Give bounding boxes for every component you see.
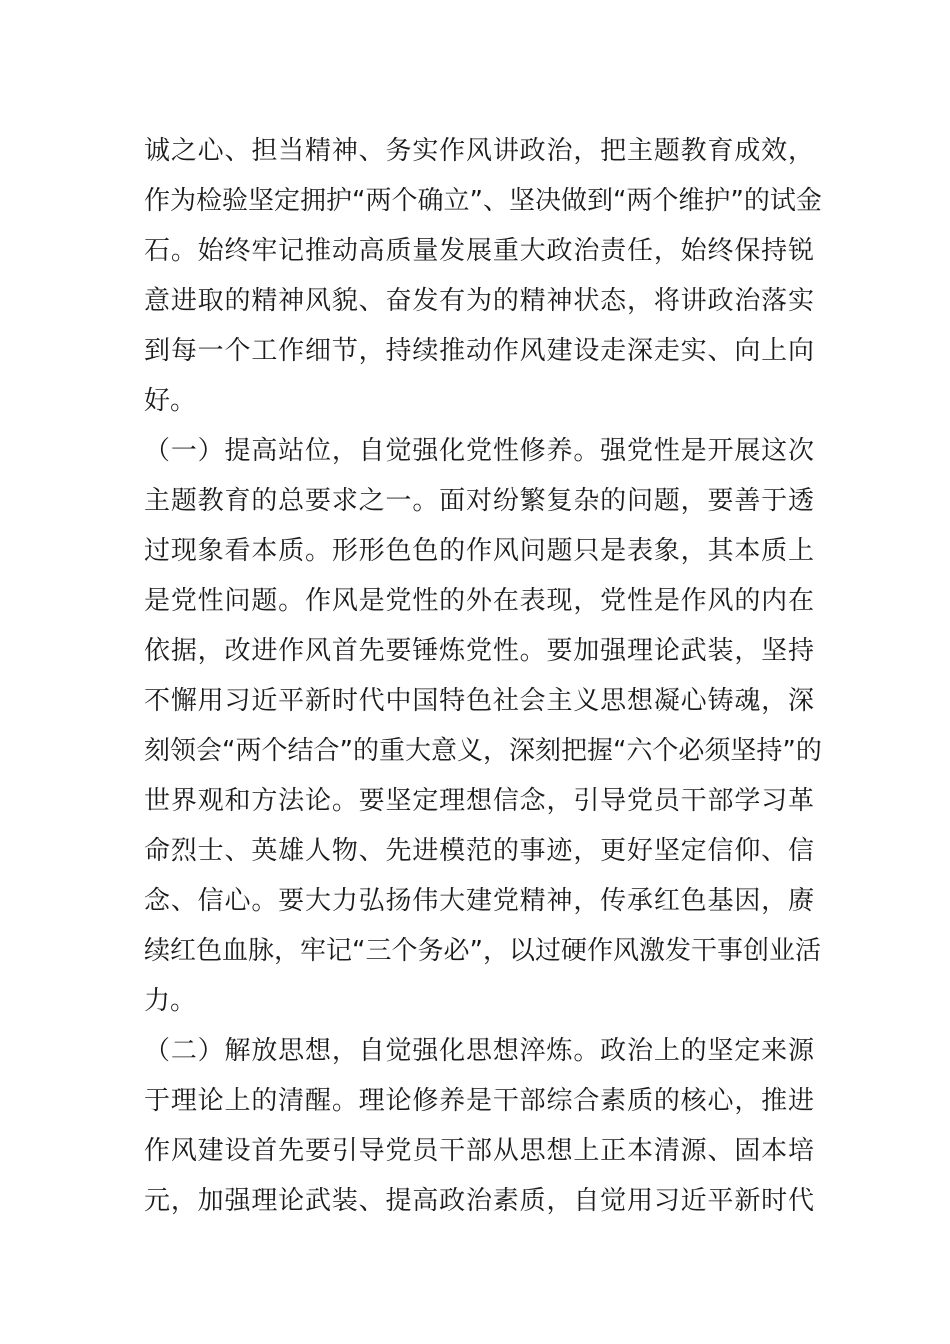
text-line: 刻领会“两个结合”的重大意义，深刻把握“六个必须坚持”的 xyxy=(144,736,822,766)
text-line: 元，加强理论武装、提高政治素质，自觉用习近平新时代 xyxy=(144,1186,814,1216)
text-line: 念、信心。要大力弘扬伟大建党精神，传承红色基因，赓 xyxy=(144,886,814,916)
section-heading-line: （一）提高站位，自觉强化党性修养。强党性是开展这次 xyxy=(144,436,814,466)
text-line: 世界观和方法论。要坚定理想信念，引导党员干部学习革 xyxy=(144,786,814,816)
section-heading-line: （二）解放思想，自觉强化思想淬炼。政治上的坚定来源 xyxy=(144,1036,814,1066)
text-line: 于理论上的清醒。理论修养是干部综合素质的核心，推进 xyxy=(144,1086,814,1116)
text-line: 过现象看本质。形形色色的作风问题只是表象，其本质上 xyxy=(144,536,814,566)
text-line: 作为检验坚定拥护“两个确立”、坚决做到“两个维护”的试金 xyxy=(144,186,822,216)
text-line: 依据，改进作风首先要锤炼党性。要加强理论武装，坚持 xyxy=(144,636,814,666)
document-body xyxy=(144,126,822,1226)
text-line: 好。 xyxy=(144,386,197,416)
text-line: 力。 xyxy=(144,986,197,1016)
text-line: 石。始终牢记推动高质量发展重大政治责任，始终保持锐 xyxy=(144,236,814,266)
text-line: 是党性问题。作风是党性的外在表现，党性是作风的内在 xyxy=(144,586,814,616)
text-line: 主题教育的总要求之一。面对纷繁复杂的问题，要善于透 xyxy=(144,486,814,516)
text-line: 命烈士、英雄人物、先进模范的事迹，更好坚定信仰、信 xyxy=(144,836,814,866)
text-line: 意进取的精神风貌、奋发有为的精神状态，将讲政治落实 xyxy=(144,286,814,316)
text-line: 诚之心、担当精神、务实作风讲政治，把主题教育成效， xyxy=(144,136,814,166)
text-line: 到每一个工作细节，持续推动作风建设走深走实、向上向 xyxy=(144,336,814,366)
text-line: 作风建设首先要引导党员干部从思想上正本清源、固本培 xyxy=(144,1136,814,1166)
text-line: 不懈用习近平新时代中国特色社会主义思想凝心铸魂，深 xyxy=(144,686,814,716)
text-line: 续红色血脉，牢记“三个务必”，以过硬作风激发干事创业活 xyxy=(144,936,821,966)
